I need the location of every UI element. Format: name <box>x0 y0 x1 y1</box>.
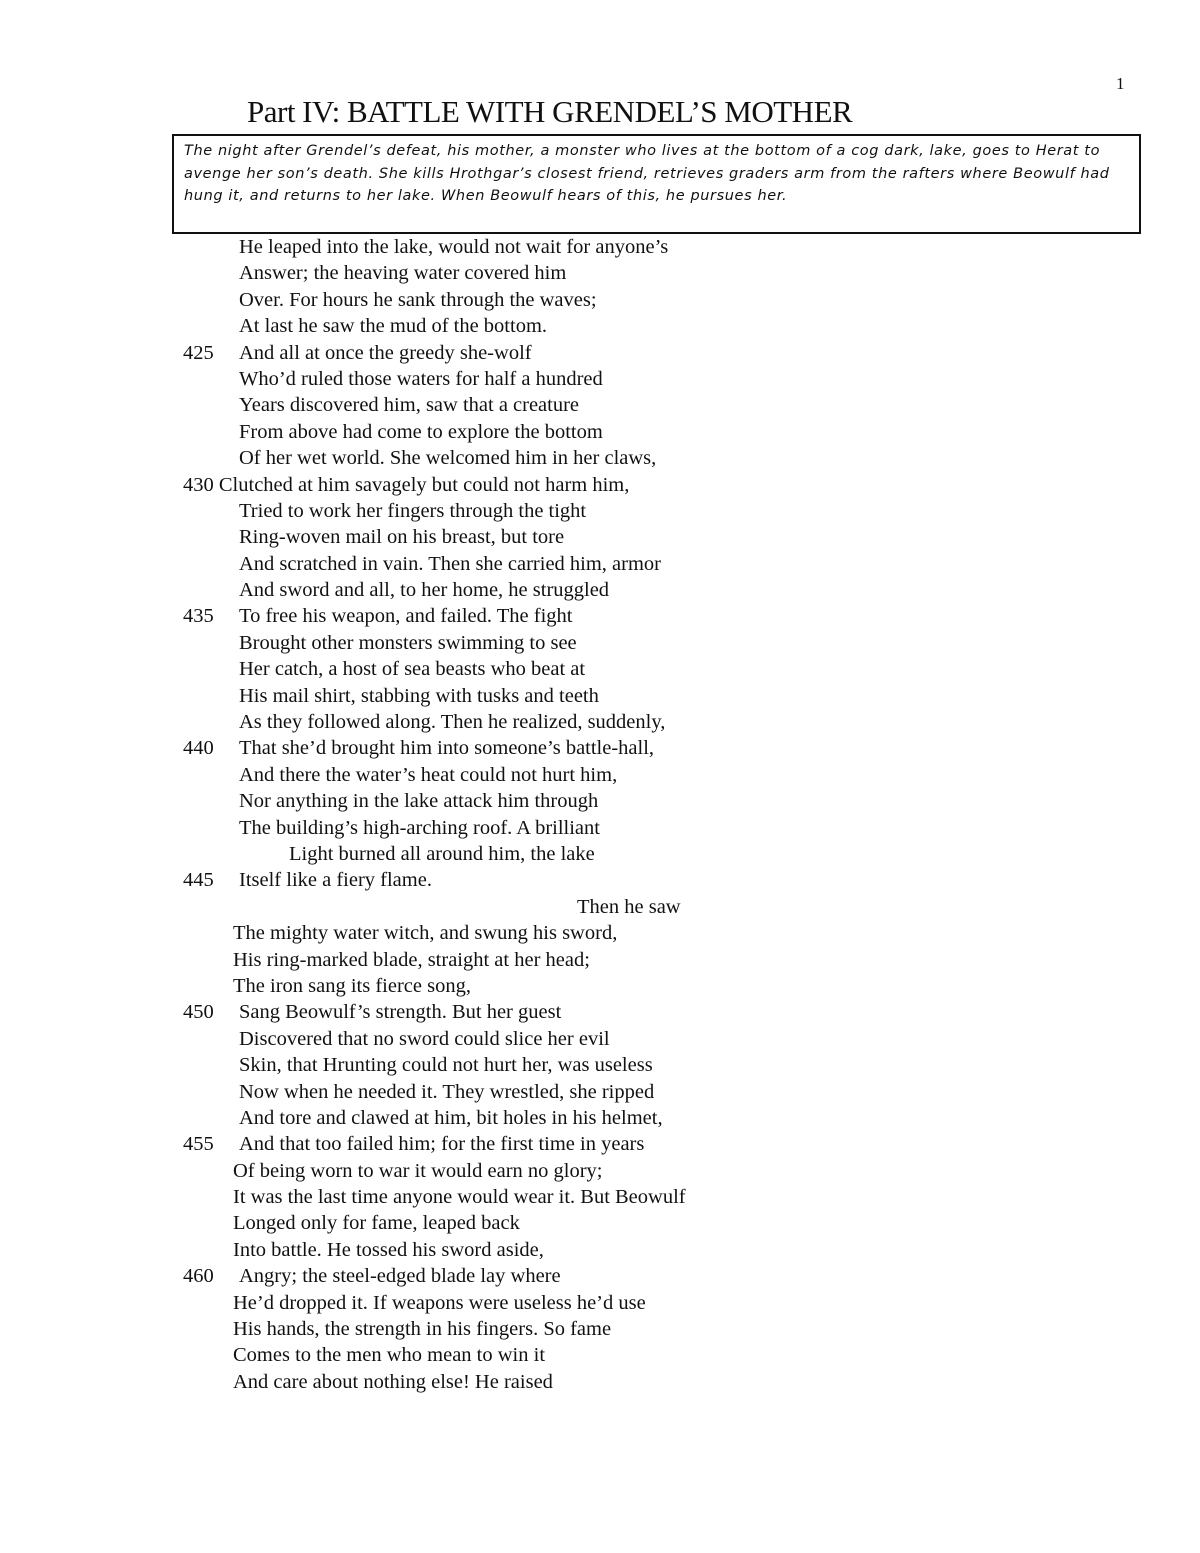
line-text: It was the last time anyone would wear it. But Beowulf <box>233 1186 686 1209</box>
line-text: As they followed along. Then he realized, suddenly, <box>239 711 666 734</box>
poem-line <box>0 260 1200 286</box>
line-text: Her catch, a host of sea beasts who beat at <box>239 658 586 681</box>
poem-line <box>0 815 1200 841</box>
line-text: Years discovered him, saw that a creature <box>239 394 580 417</box>
poem-line <box>0 1210 1200 1236</box>
poem-line <box>0 788 1200 814</box>
line-text: And care about nothing else! He raised <box>233 1370 553 1393</box>
poem-line <box>0 630 1200 656</box>
poem-line <box>0 1105 1200 1131</box>
page-title: Part IV: BATTLE WITH GRENDEL’S MOTHER <box>247 94 853 129</box>
line-number: 445 <box>183 869 214 892</box>
poem-line <box>0 1369 1200 1395</box>
line-text: From above had come to explore the bottom <box>239 420 603 443</box>
line-text: Over. For hours he sank through the waves; <box>239 288 597 311</box>
line-text: Tried to work her fingers through the tight <box>239 499 587 522</box>
poem-line <box>0 1052 1200 1078</box>
line-text: Comes to the men who mean to win it <box>233 1344 546 1367</box>
poem-line <box>0 1237 1200 1263</box>
poem-line <box>0 1263 1200 1289</box>
line-number: 435 <box>183 605 214 628</box>
line-text: The mighty water witch, and swung his sword, <box>233 922 618 945</box>
line-text: Skin, that Hrunting could not hurt her, was useless <box>239 1054 653 1077</box>
poem-line <box>0 841 1200 867</box>
poem-line <box>0 234 1200 260</box>
poem-line <box>0 498 1200 524</box>
line-text: To free his weapon, and failed. The fight <box>239 605 573 628</box>
line-text: Of her wet world. She welcomed him in her claws, <box>239 447 657 470</box>
line-text: Then he saw <box>577 895 681 918</box>
poem-line <box>0 1184 1200 1210</box>
poem-line <box>0 1158 1200 1184</box>
poem-line <box>0 524 1200 550</box>
line-text: Nor anything in the lake attack him through <box>239 790 599 813</box>
poem-line <box>0 1026 1200 1052</box>
poem-line <box>0 656 1200 682</box>
line-text: And sword and all, to her home, he struggled <box>239 579 610 602</box>
line-text: Into battle. He tossed his sword aside, <box>233 1238 544 1261</box>
poem-line <box>0 603 1200 629</box>
poem-line <box>0 392 1200 418</box>
poem-line <box>0 709 1200 735</box>
line-text: Who’d ruled those waters for half a hundred <box>239 367 603 390</box>
poem-line <box>0 313 1200 339</box>
poem-line <box>0 340 1200 366</box>
line-text: That she’d brought him into someone’s battle-hall, <box>239 737 655 760</box>
line-text: Itself like a fiery flame. <box>239 869 432 892</box>
line-text: Now when he needed it. They wrestled, she ripped <box>239 1080 655 1103</box>
poem-line <box>0 287 1200 313</box>
line-text: His mail shirt, stabbing with tusks and teeth <box>239 684 599 707</box>
poem-text <box>0 234 1200 1395</box>
poem-line <box>0 1316 1200 1342</box>
poem-line <box>0 1131 1200 1157</box>
poem-line <box>0 947 1200 973</box>
poem-line <box>0 973 1200 999</box>
line-text: Sang Beowulf’s strength. But her guest <box>239 1001 562 1024</box>
poem-line <box>0 472 1200 498</box>
poem-line <box>0 419 1200 445</box>
poem-line <box>0 894 1200 920</box>
line-text: He’d dropped it. If weapons were useless he’d use <box>233 1291 646 1314</box>
line-text: His ring-marked blade, straight at her head; <box>233 948 590 971</box>
poem-line <box>0 735 1200 761</box>
line-text: His hands, the strength in his fingers. So fame <box>233 1318 612 1341</box>
poem-line <box>0 1342 1200 1368</box>
line-number: 450 <box>183 1001 214 1024</box>
summary-box: The night after Grendel’s defeat, his mother, a monster who lives at the bottom of a cog dark, lake, goes to Herat to avenge her son’s death. She kills Hrothgar’s closest friend, retrieves graders arm from the rafters where Beowulf had hung it, and returns to her lake. When Beowulf hears of this, he pursues her. <box>172 134 1141 234</box>
poem-line <box>0 1079 1200 1105</box>
line-text: Answer; the heaving water covered him <box>239 262 567 285</box>
line-text: Angry; the steel-edged blade lay where <box>239 1265 561 1288</box>
line-text: Longed only for fame, leaped back <box>233 1212 520 1235</box>
line-number: 440 <box>183 737 214 760</box>
poem-line <box>0 551 1200 577</box>
line-text: And tore and clawed at him, bit holes in his helmet, <box>239 1106 663 1129</box>
line-text: Discovered that no sword could slice her evil <box>239 1027 610 1050</box>
poem-line <box>0 920 1200 946</box>
line-text: Ring-woven mail on his breast, but tore <box>239 526 565 549</box>
line-text: Of being worn to war it would earn no glory; <box>233 1159 603 1182</box>
page-number: 1 <box>1116 74 1125 93</box>
poem-line <box>0 999 1200 1025</box>
poem-line <box>0 867 1200 893</box>
line-text: And all at once the greedy she-wolf <box>239 341 532 364</box>
line-text: And there the water’s heat could not hurt him, <box>239 763 618 786</box>
line-number: 460 <box>183 1265 214 1288</box>
poem-line <box>0 762 1200 788</box>
line-text: And scratched in vain. Then she carried him, armor <box>239 552 662 575</box>
poem-line <box>0 366 1200 392</box>
line-number: 425 <box>183 341 214 364</box>
line-text: Brought other monsters swimming to see <box>239 631 577 654</box>
line-text: At last he saw the mud of the bottom. <box>239 315 548 338</box>
line-text: He leaped into the lake, would not wait for anyone’s <box>239 236 669 258</box>
line-text: Light burned all around him, the lake <box>289 842 595 865</box>
poem-line <box>0 1290 1200 1316</box>
line-text: And that too failed him; for the first time in years <box>239 1133 645 1156</box>
line-text: The iron sang its fierce song, <box>233 974 471 997</box>
line-text: The building’s high-arching roof. A brilliant <box>239 816 600 839</box>
line-number: 455 <box>183 1133 214 1156</box>
line-text: 430 Clutched at him savagely but could not harm him, <box>183 473 630 496</box>
poem-line <box>0 577 1200 603</box>
poem-line <box>0 683 1200 709</box>
poem-line <box>0 445 1200 471</box>
